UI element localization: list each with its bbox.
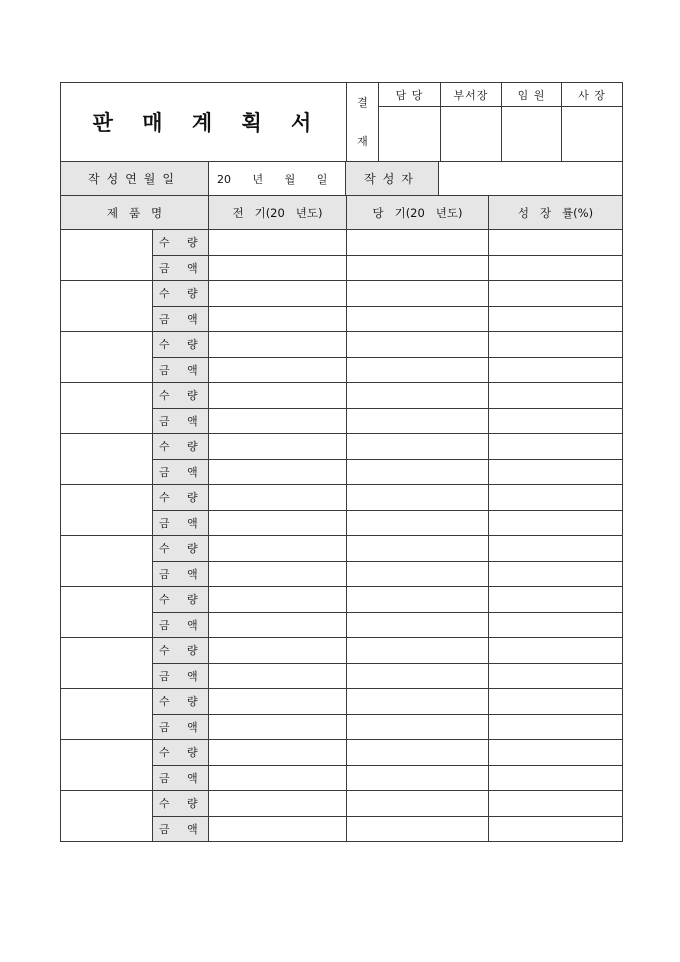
- unit-char: 량: [187, 287, 198, 301]
- approval-label-top: 결: [357, 96, 368, 109]
- table-row: [61, 536, 623, 562]
- previous-period-cell[interactable]: [209, 791, 347, 817]
- growth-rate-cell[interactable]: [489, 536, 623, 562]
- unit-char: 량: [187, 593, 198, 607]
- date-label: 작성연월일: [61, 162, 209, 196]
- unit-char: 량: [187, 389, 198, 403]
- growth-rate-cell[interactable]: [489, 383, 623, 409]
- current-period-cell[interactable]: [347, 689, 489, 715]
- growth-rate-cell[interactable]: [489, 255, 623, 281]
- amount-label: [153, 408, 209, 434]
- unit-char: 금: [159, 414, 170, 428]
- unit-char: 액: [187, 618, 198, 632]
- previous-period-cell[interactable]: [209, 663, 347, 689]
- approval-label: [347, 83, 379, 162]
- previous-period-cell[interactable]: [209, 383, 347, 409]
- sign-box-president[interactable]: [562, 107, 623, 162]
- growth-rate-cell[interactable]: [489, 408, 623, 434]
- current-period-cell[interactable]: [347, 663, 489, 689]
- date-field[interactable]: 20 년 월 일: [209, 162, 346, 196]
- growth-rate-cell[interactable]: [489, 306, 623, 332]
- table-row: [61, 383, 623, 409]
- amount-label: [153, 714, 209, 740]
- growth-rate-cell[interactable]: [489, 561, 623, 587]
- previous-period-cell[interactable]: [209, 740, 347, 766]
- sign-box-executive[interactable]: [502, 107, 562, 162]
- unit-char: 량: [187, 338, 198, 352]
- table-row: [61, 587, 623, 613]
- product-name-cell[interactable]: [61, 536, 153, 587]
- unit-char: 량: [187, 695, 198, 709]
- amount-label: [153, 765, 209, 791]
- unit-char: 수: [159, 440, 170, 454]
- current-period-cell[interactable]: [347, 485, 489, 511]
- quantity-label: [153, 281, 209, 307]
- amount-label: [153, 663, 209, 689]
- amount-label: [153, 561, 209, 587]
- table-row: [61, 434, 623, 460]
- unit-char: 액: [187, 363, 198, 377]
- unit-char: 금: [159, 669, 170, 683]
- growth-rate-cell[interactable]: [489, 459, 623, 485]
- growth-rate-cell[interactable]: [489, 765, 623, 791]
- unit-char: 량: [187, 440, 198, 454]
- previous-period-cell[interactable]: [209, 816, 347, 842]
- unit-char: 액: [187, 669, 198, 683]
- product-name-cell[interactable]: [61, 383, 153, 434]
- author-label: 작성자: [346, 162, 439, 196]
- unit-char: 액: [187, 465, 198, 479]
- current-period-cell[interactable]: [347, 357, 489, 383]
- table-row: [61, 689, 623, 715]
- unit-char: 액: [187, 516, 198, 530]
- previous-period-cell[interactable]: [209, 612, 347, 638]
- unit-char: 수: [159, 593, 170, 607]
- growth-rate-cell[interactable]: [489, 357, 623, 383]
- unit-char: 금: [159, 720, 170, 734]
- previous-period-cell[interactable]: [209, 638, 347, 664]
- previous-period-cell[interactable]: [209, 510, 347, 536]
- growth-rate-cell[interactable]: [489, 740, 623, 766]
- unit-char: 금: [159, 618, 170, 632]
- previous-period-cell[interactable]: [209, 306, 347, 332]
- quantity-label: [153, 536, 209, 562]
- unit-char: 액: [187, 771, 198, 785]
- unit-char: 액: [187, 720, 198, 734]
- amount-label: [153, 306, 209, 332]
- quantity-label: [153, 434, 209, 460]
- page-title: 판 매 계 획 서: [92, 110, 323, 135]
- previous-period-cell[interactable]: [209, 561, 347, 587]
- quantity-label: [153, 638, 209, 664]
- current-period-cell[interactable]: [347, 230, 489, 256]
- table-row: [61, 485, 623, 511]
- current-period-cell[interactable]: [347, 536, 489, 562]
- amount-label: [153, 816, 209, 842]
- col-previous-period: 전 기(20 년도): [209, 196, 347, 230]
- author-field[interactable]: [439, 162, 623, 196]
- current-period-cell[interactable]: [347, 740, 489, 766]
- table-row: [61, 332, 623, 358]
- previous-period-cell[interactable]: [209, 230, 347, 256]
- growth-rate-cell[interactable]: [489, 816, 623, 842]
- quantity-label: [153, 587, 209, 613]
- unit-char: 금: [159, 261, 170, 275]
- unit-char: 금: [159, 567, 170, 581]
- product-name-cell[interactable]: [61, 281, 153, 332]
- product-name-cell[interactable]: [61, 434, 153, 485]
- amount-label: [153, 459, 209, 485]
- amount-label: [153, 255, 209, 281]
- previous-period-cell[interactable]: [209, 714, 347, 740]
- quantity-label: [153, 332, 209, 358]
- unit-char: 액: [187, 414, 198, 428]
- amount-label: [153, 510, 209, 536]
- col-product-name: 제 품 명: [61, 196, 209, 230]
- quantity-label: [153, 485, 209, 511]
- table-row: [61, 740, 623, 766]
- unit-char: 액: [187, 312, 198, 326]
- unit-char: 수: [159, 746, 170, 760]
- current-period-cell[interactable]: [347, 561, 489, 587]
- col-current-period: 당 기(20 년도): [347, 196, 489, 230]
- previous-period-cell[interactable]: [209, 765, 347, 791]
- approval-label-bottom: 재: [357, 135, 368, 148]
- unit-char: 수: [159, 491, 170, 505]
- quantity-label: [153, 791, 209, 817]
- current-period-cell[interactable]: [347, 434, 489, 460]
- unit-char: 액: [187, 567, 198, 581]
- growth-rate-cell[interactable]: [489, 230, 623, 256]
- previous-period-cell[interactable]: [209, 408, 347, 434]
- sign-box-staff[interactable]: [379, 107, 441, 162]
- current-period-cell[interactable]: [347, 638, 489, 664]
- current-period-cell[interactable]: [347, 587, 489, 613]
- growth-rate-cell[interactable]: [489, 638, 623, 664]
- unit-char: 수: [159, 287, 170, 301]
- product-name-cell[interactable]: [61, 638, 153, 689]
- table-row: [61, 791, 623, 817]
- unit-char: 금: [159, 771, 170, 785]
- sales-plan-form: [60, 82, 623, 842]
- product-name-cell[interactable]: [61, 689, 153, 740]
- current-period-cell[interactable]: [347, 332, 489, 358]
- unit-char: 수: [159, 797, 170, 811]
- growth-rate-cell[interactable]: [489, 485, 623, 511]
- unit-char: 금: [159, 312, 170, 326]
- current-period-cell[interactable]: [347, 714, 489, 740]
- approver-president-label: 사 장: [562, 83, 623, 107]
- current-period-cell[interactable]: [347, 306, 489, 332]
- growth-rate-cell[interactable]: [489, 510, 623, 536]
- info-table: [60, 161, 623, 196]
- previous-period-cell[interactable]: [209, 357, 347, 383]
- unit-char: 액: [187, 822, 198, 836]
- current-period-cell[interactable]: [347, 612, 489, 638]
- current-period-cell[interactable]: [347, 281, 489, 307]
- unit-char: 수: [159, 236, 170, 250]
- product-name-cell[interactable]: [61, 740, 153, 791]
- unit-char: 수: [159, 338, 170, 352]
- unit-char: 수: [159, 644, 170, 658]
- previous-period-cell[interactable]: [209, 485, 347, 511]
- product-rows: [61, 230, 623, 842]
- growth-rate-cell[interactable]: [489, 332, 623, 358]
- unit-char: 량: [187, 644, 198, 658]
- approver-dept-head-label: 부서장: [441, 83, 502, 107]
- quantity-label: [153, 383, 209, 409]
- current-period-cell[interactable]: [347, 816, 489, 842]
- amount-label: [153, 612, 209, 638]
- title-cell: [61, 83, 347, 162]
- header-table: [60, 82, 623, 162]
- unit-char: 수: [159, 389, 170, 403]
- current-period-cell[interactable]: [347, 510, 489, 536]
- table-row: [61, 281, 623, 307]
- product-name-cell[interactable]: [61, 230, 153, 281]
- previous-period-cell[interactable]: [209, 281, 347, 307]
- previous-period-cell[interactable]: [209, 434, 347, 460]
- growth-rate-cell[interactable]: [489, 791, 623, 817]
- previous-period-cell[interactable]: [209, 536, 347, 562]
- unit-char: 금: [159, 516, 170, 530]
- col-growth-rate: 성 장 률(%): [489, 196, 623, 230]
- unit-char: 량: [187, 491, 198, 505]
- unit-char: 수: [159, 695, 170, 709]
- unit-char: 량: [187, 542, 198, 556]
- unit-char: 금: [159, 465, 170, 479]
- unit-char: 액: [187, 261, 198, 275]
- product-name-cell[interactable]: [61, 485, 153, 536]
- sign-box-dept-head[interactable]: [441, 107, 502, 162]
- growth-rate-cell[interactable]: [489, 663, 623, 689]
- approver-staff-label: 담 당: [379, 83, 441, 107]
- quantity-label: [153, 689, 209, 715]
- growth-rate-cell[interactable]: [489, 281, 623, 307]
- unit-char: 수: [159, 542, 170, 556]
- current-period-cell[interactable]: [347, 408, 489, 434]
- unit-char: 금: [159, 363, 170, 377]
- current-period-cell[interactable]: [347, 255, 489, 281]
- table-row: [61, 230, 623, 256]
- previous-period-cell[interactable]: [209, 689, 347, 715]
- growth-rate-cell[interactable]: [489, 612, 623, 638]
- table-row: [61, 638, 623, 664]
- unit-char: 량: [187, 236, 198, 250]
- current-period-cell[interactable]: [347, 765, 489, 791]
- amount-label: [153, 357, 209, 383]
- growth-rate-cell[interactable]: [489, 689, 623, 715]
- previous-period-cell[interactable]: [209, 255, 347, 281]
- previous-period-cell[interactable]: [209, 587, 347, 613]
- product-table: [60, 195, 623, 842]
- growth-rate-cell[interactable]: [489, 434, 623, 460]
- product-name-cell[interactable]: [61, 587, 153, 638]
- previous-period-cell[interactable]: [209, 459, 347, 485]
- quantity-label: [153, 740, 209, 766]
- current-period-cell[interactable]: [347, 791, 489, 817]
- product-name-cell[interactable]: [61, 791, 153, 842]
- current-period-cell[interactable]: [347, 383, 489, 409]
- previous-period-cell[interactable]: [209, 332, 347, 358]
- unit-char: 량: [187, 746, 198, 760]
- quantity-label: [153, 230, 209, 256]
- unit-char: 금: [159, 822, 170, 836]
- growth-rate-cell[interactable]: [489, 587, 623, 613]
- unit-char: 량: [187, 797, 198, 811]
- product-name-cell[interactable]: [61, 332, 153, 383]
- approver-executive-label: 임 원: [502, 83, 562, 107]
- current-period-cell[interactable]: [347, 459, 489, 485]
- growth-rate-cell[interactable]: [489, 714, 623, 740]
